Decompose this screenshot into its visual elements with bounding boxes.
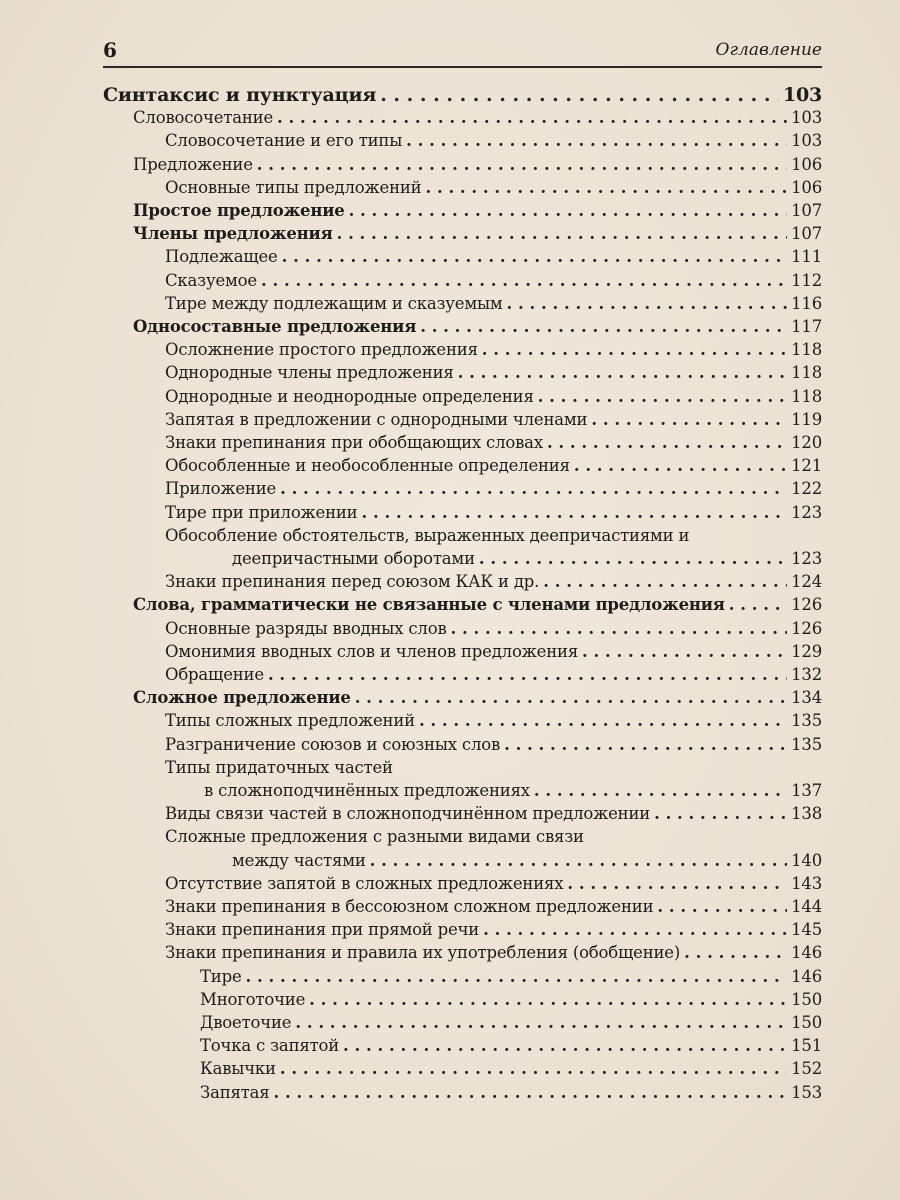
dot-leader xyxy=(419,711,787,731)
toc-entry-title: между частями xyxy=(232,850,366,870)
toc-entry-page: 140 xyxy=(791,850,822,870)
toc-entry-page: 144 xyxy=(791,897,822,916)
toc-entry-page: 118 xyxy=(791,363,822,383)
dot-leader xyxy=(261,271,787,291)
toc-entry-title: Запятая в предложении с однородными членами xyxy=(165,409,588,429)
dot-leader xyxy=(349,201,788,221)
toc-entry-title: Синтаксис и пунктуация xyxy=(103,84,377,106)
toc-entry xyxy=(165,430,822,453)
section-title: Оглавление xyxy=(715,40,822,60)
toc-entry-page: 103 xyxy=(791,131,822,151)
toc-entry-title: Точка с запятой xyxy=(200,1036,340,1056)
dot-leader xyxy=(268,665,787,685)
toc-entry-page: 103 xyxy=(782,84,822,106)
toc-entry-title: Простое предложение xyxy=(133,201,345,220)
toc-entry xyxy=(165,569,822,592)
dot-leader xyxy=(451,619,788,639)
toc-entry-page: 143 xyxy=(791,873,822,893)
toc-entry-page: 121 xyxy=(791,456,822,476)
dot-leader xyxy=(574,456,787,476)
toc-entry-page: 126 xyxy=(791,595,822,615)
toc-entry-title: Члены предложения xyxy=(133,224,333,244)
toc-entry-title: Знаки препинания при обобщающих словах xyxy=(165,433,543,452)
toc-entry xyxy=(200,964,822,987)
toc-entry-title: Двоеточие xyxy=(200,1013,292,1032)
toc-entry-page: 103 xyxy=(791,108,822,128)
dot-leader xyxy=(337,224,788,244)
dot-leader xyxy=(425,178,787,198)
toc-entry xyxy=(133,221,822,244)
toc-entry xyxy=(165,268,822,291)
dot-leader xyxy=(543,572,787,592)
dot-leader xyxy=(654,804,787,824)
dot-leader xyxy=(380,85,779,105)
dot-leader xyxy=(420,317,787,337)
toc-entry xyxy=(133,198,822,221)
toc-entry-title: деепричастными оборотами xyxy=(232,549,475,568)
toc-entry xyxy=(165,662,822,685)
page-number: 6 xyxy=(103,38,117,62)
dot-leader xyxy=(657,897,787,917)
toc-entry-page: 132 xyxy=(791,665,822,684)
toc-entry-page: 153 xyxy=(791,1082,822,1102)
toc-entry xyxy=(165,453,822,476)
toc-entry-page: 118 xyxy=(791,340,822,360)
dot-leader xyxy=(355,688,787,708)
toc-entry-title: Сложные предложения с разными видами связи xyxy=(165,827,584,847)
toc-entry-page: 117 xyxy=(791,317,822,336)
dot-leader xyxy=(277,108,787,128)
toc-entry-page: 106 xyxy=(791,154,822,174)
toc-entry xyxy=(165,523,822,546)
toc-entry-title: Однородные и неоднородные определения xyxy=(165,386,534,406)
toc-entry xyxy=(165,384,822,407)
toc-entry xyxy=(200,1056,822,1079)
toc-entry-page: 116 xyxy=(791,293,822,313)
dot-leader xyxy=(684,943,787,963)
toc-entry xyxy=(165,360,822,383)
toc-entry-title: Отсутствие запятой в сложных предложениях xyxy=(165,873,564,893)
toc-entry-title: Подлежащее xyxy=(165,247,278,267)
toc-entry xyxy=(165,337,822,360)
toc-entry-title: Разграничение союзов и союзных слов xyxy=(165,734,501,754)
toc-entry-page: 150 xyxy=(791,989,822,1009)
toc-entry xyxy=(165,244,822,267)
dot-leader xyxy=(370,851,787,871)
toc-entry xyxy=(165,616,822,639)
toc-entry-page: 138 xyxy=(791,804,822,824)
toc-entry-title: Словосочетание xyxy=(133,108,274,128)
toc-entry xyxy=(165,500,822,523)
toc-entry-page: 135 xyxy=(791,711,822,731)
toc-entry-title: Тире при приложении xyxy=(165,502,358,522)
dot-leader xyxy=(483,920,787,940)
toc-entry-page: 134 xyxy=(791,688,822,708)
toc-entry-title: Обращение xyxy=(165,665,264,684)
dot-leader xyxy=(567,874,787,894)
toc-entry-title: Тире xyxy=(200,966,242,986)
toc-entry-title: Основные типы предложений xyxy=(165,177,422,197)
toc-entry xyxy=(165,175,822,198)
toc-entry-page: 112 xyxy=(791,270,822,290)
dot-leader xyxy=(582,642,787,662)
dot-leader xyxy=(547,433,787,453)
dot-leader xyxy=(361,503,787,523)
toc-entry-title: Многоточие xyxy=(200,989,306,1009)
toc-entry xyxy=(133,592,822,615)
toc-entry-title: Тире между подлежащим и сказуемым xyxy=(165,293,503,313)
toc-entry-page: 129 xyxy=(791,641,822,661)
toc-entry-page: 123 xyxy=(791,549,822,568)
toc-entry xyxy=(232,546,822,569)
toc-entry-title: Типы придаточных частей xyxy=(165,757,393,777)
toc-entry-title: Кавычки xyxy=(200,1059,276,1079)
toc-entry xyxy=(165,128,822,151)
dot-leader xyxy=(591,410,787,430)
toc-entry-title: Слова, грамматически не связанные с членами предложения xyxy=(133,595,725,615)
toc-entry-title: Обособленные и необособленные определения xyxy=(165,456,570,476)
toc-entry xyxy=(204,778,822,801)
toc-entry xyxy=(165,639,822,662)
toc-entry-title: Сказуемое xyxy=(165,270,257,290)
dot-leader xyxy=(282,247,787,267)
toc-entry-page: 106 xyxy=(791,177,822,197)
toc-entry-title: Приложение xyxy=(165,479,277,499)
toc-entry-title: Однородные члены предложения xyxy=(165,363,454,383)
toc-entry-page: 123 xyxy=(791,502,822,522)
dot-leader xyxy=(280,1059,787,1079)
toc-entry xyxy=(200,1033,822,1056)
toc-entry xyxy=(165,755,822,778)
toc-entry-page: 152 xyxy=(791,1059,822,1079)
toc-entry xyxy=(133,152,822,175)
toc-entry xyxy=(165,708,822,731)
toc-entry xyxy=(165,407,822,430)
dot-leader xyxy=(406,131,787,151)
toc-entry xyxy=(165,291,822,314)
dot-leader xyxy=(246,967,788,987)
toc-entry-page: 145 xyxy=(791,920,822,940)
toc-entry xyxy=(165,732,822,755)
toc-entry-page: 122 xyxy=(791,479,822,499)
toc-entry-title: Предложение xyxy=(133,154,253,174)
toc-entry-title: в сложноподчинённых предложениях xyxy=(204,781,530,800)
toc-entry-title: Односоставные предложения xyxy=(133,317,417,336)
dot-leader xyxy=(343,1036,787,1056)
toc-entry-title: Знаки препинания при прямой речи xyxy=(165,920,480,940)
dot-leader xyxy=(458,363,788,383)
toc-entry-title: Омонимия вводных слов и членов предложения xyxy=(165,641,579,661)
toc-entry-title: Знаки препинания в бессоюзном сложном предложении xyxy=(165,897,654,916)
toc-entry-title: Знаки препинания и правила их употребления (обобщение) xyxy=(165,943,681,963)
toc-entry-page: 111 xyxy=(791,247,822,267)
toc-entry-page: 119 xyxy=(791,409,822,429)
toc-entry-title: Сложное предложение xyxy=(133,688,351,708)
dot-leader xyxy=(295,1013,787,1033)
toc-entry xyxy=(232,848,822,871)
toc-entry-title: Словосочетание и его типы xyxy=(165,131,403,151)
toc-entry-page: 124 xyxy=(791,572,822,592)
toc-entry-page: 118 xyxy=(791,386,822,406)
toc-entry xyxy=(165,940,822,963)
toc-entry-title: Типы сложных предложений xyxy=(165,711,415,731)
dot-leader xyxy=(504,735,787,755)
toc-entry-page: 150 xyxy=(791,1013,822,1032)
dot-leader xyxy=(507,294,788,314)
toc-entry xyxy=(200,1080,822,1103)
toc-entry-title: Осложнение простого предложения xyxy=(165,340,478,360)
toc-entry xyxy=(133,105,822,128)
toc-entry xyxy=(165,917,822,940)
toc-entry-title: Основные разряды вводных слов xyxy=(165,618,447,638)
toc-entry xyxy=(103,82,822,105)
toc-entry xyxy=(200,987,822,1010)
dot-leader xyxy=(729,595,787,615)
toc-entry-title: Виды связи частей в сложноподчинённом предложении xyxy=(165,804,651,824)
toc-entry-page: 146 xyxy=(791,966,822,986)
dot-leader xyxy=(280,479,787,499)
toc-entry-page: 120 xyxy=(791,433,822,452)
toc-entry-title: Запятая xyxy=(200,1082,270,1102)
toc-entry-page: 126 xyxy=(791,618,822,638)
dot-leader xyxy=(309,990,787,1010)
dot-leader xyxy=(534,781,787,801)
dot-leader xyxy=(274,1083,788,1103)
toc-entry-page: 107 xyxy=(791,201,822,220)
toc-entry xyxy=(165,824,822,847)
toc-entry xyxy=(165,871,822,894)
toc-entry-title: Знаки препинания перед союзом КАК и др. xyxy=(165,572,540,592)
running-header xyxy=(103,36,822,68)
toc-entry-title: Обособление обстоятельств, выраженных деепричастиями и xyxy=(165,525,690,545)
dot-leader xyxy=(479,549,787,569)
toc-entry xyxy=(165,476,822,499)
toc-entry xyxy=(165,894,822,917)
dot-leader xyxy=(257,155,787,175)
toc-entry-page: 107 xyxy=(791,224,822,244)
toc-entry xyxy=(165,801,822,824)
toc-entry-page: 137 xyxy=(791,781,822,800)
toc-entry xyxy=(133,685,822,708)
toc-entry-page: 151 xyxy=(791,1036,822,1056)
toc-entry xyxy=(133,314,822,337)
toc-entry-page: 146 xyxy=(791,943,822,963)
dot-leader xyxy=(538,387,787,407)
toc-entry-page: 135 xyxy=(791,734,822,754)
dot-leader xyxy=(482,340,787,360)
toc-entry xyxy=(200,1010,822,1033)
